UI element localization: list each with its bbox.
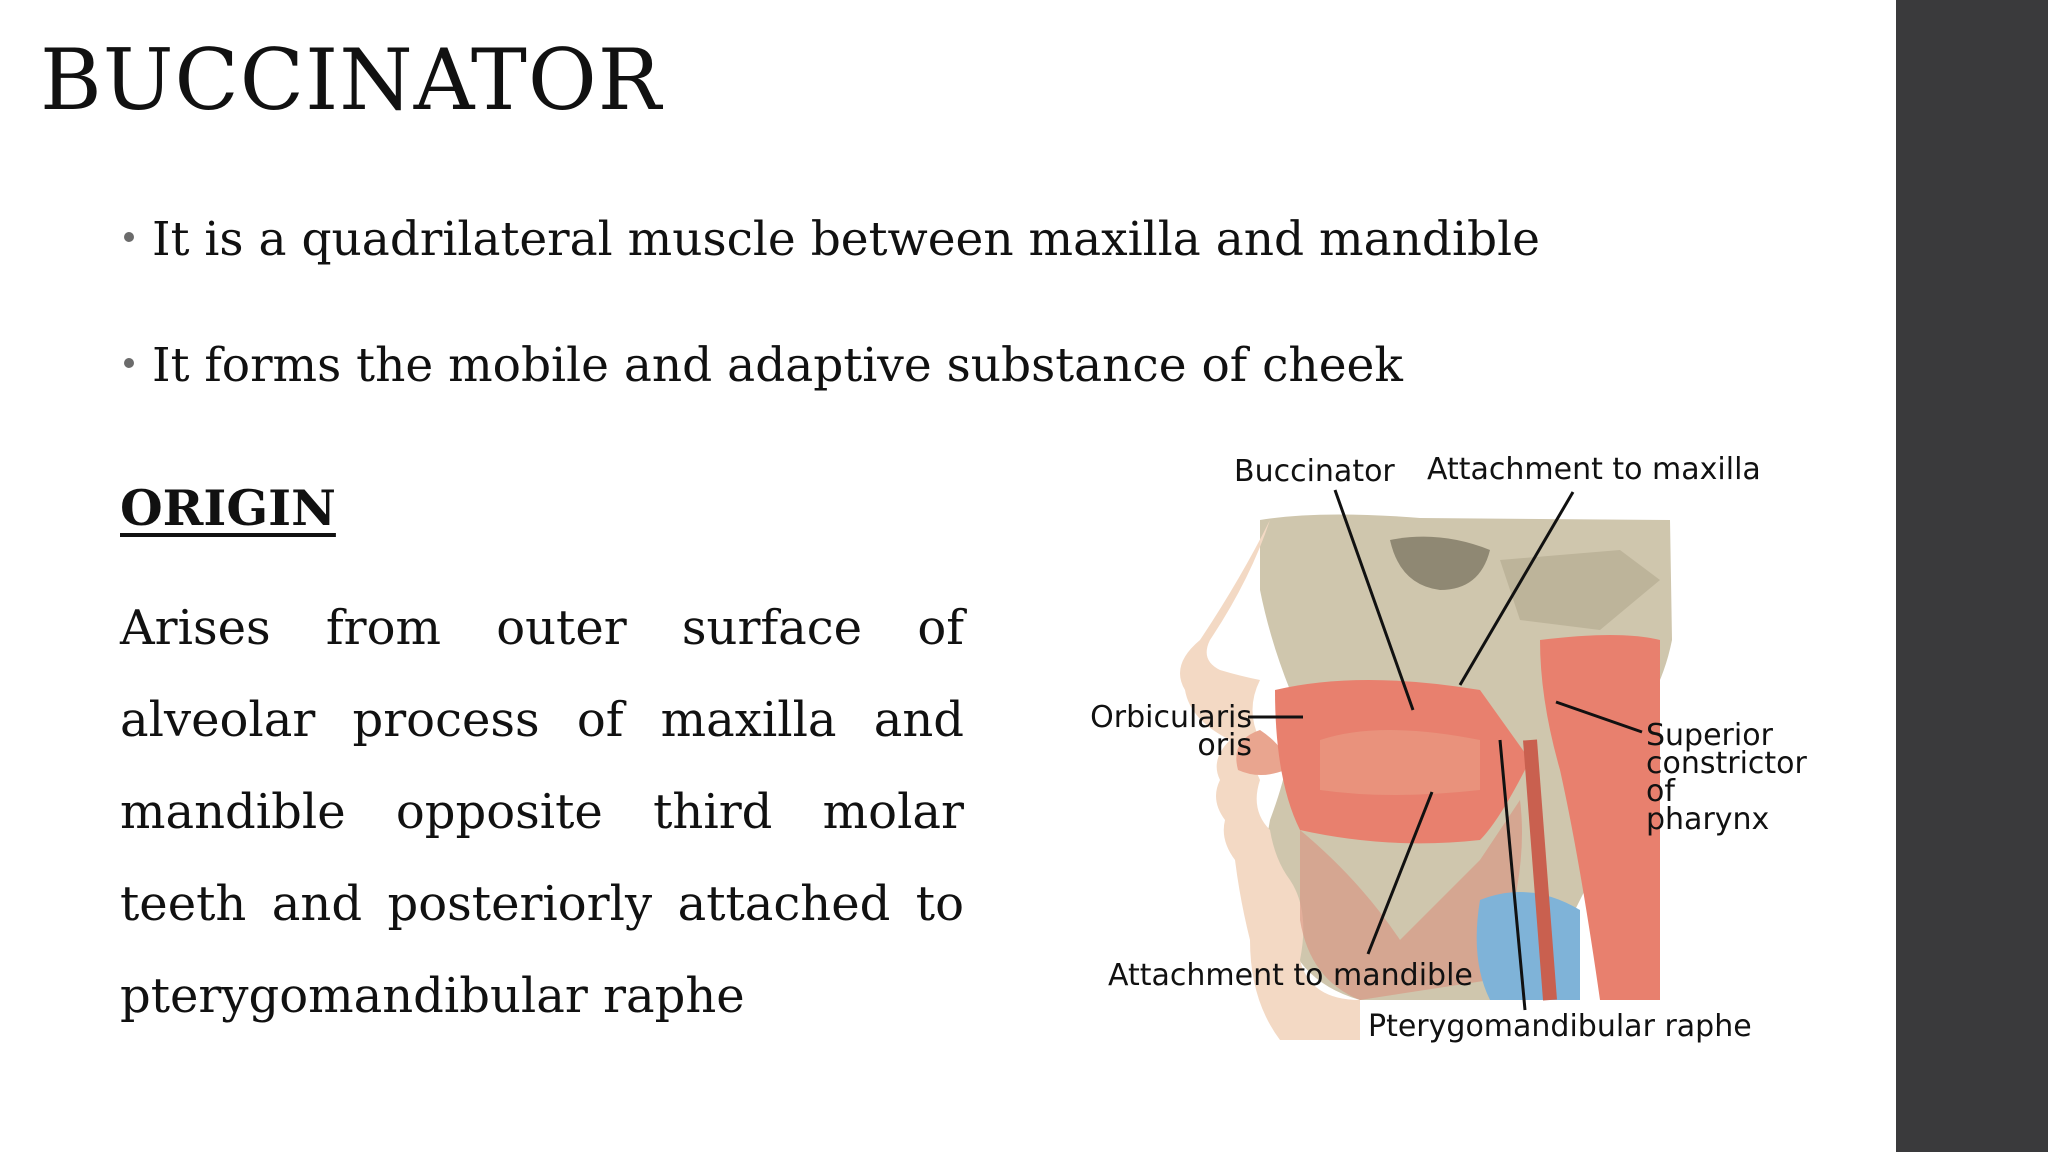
bullet-icon — [124, 232, 134, 242]
teeth-shape — [1320, 730, 1480, 795]
bullet-item: It is a quadrilateral muscle between maxilla and mandible — [118, 210, 1540, 270]
label-pharynx: pharynx — [1646, 802, 1770, 837]
bullet-item: It forms the mobile and adaptive substance of cheek — [118, 336, 1540, 396]
label-of: of — [1646, 774, 1675, 809]
label-superior: Superior — [1646, 718, 1773, 753]
origin-heading: ORIGIN — [120, 479, 336, 537]
label-attachment-maxilla: Attachment to maxilla — [1427, 452, 1761, 487]
bullet-icon — [124, 358, 134, 368]
bullet-list — [118, 210, 1540, 462]
anatomy-figure — [1060, 440, 1840, 1060]
label-orbicularis: Orbicularis — [1090, 700, 1252, 735]
label-attachment-mandible: Attachment to mandible — [1108, 958, 1473, 993]
label-raphe: Pterygomandibular raphe — [1368, 1009, 1752, 1044]
pharynx-lumen — [1477, 892, 1580, 1000]
label-constrictor: constrictor — [1646, 746, 1807, 781]
label-buccinator: Buccinator — [1234, 454, 1395, 489]
label-oris: oris — [1197, 728, 1252, 763]
origin-text: Arises from outer surface of alveolar process of maxilla and mandible opposite third molar teeth and posteriorly attached to pterygomandibular raphe — [120, 600, 964, 1024]
dark-sidebar — [1896, 0, 2048, 1152]
slide-title: BUCCINATOR — [40, 31, 662, 129]
